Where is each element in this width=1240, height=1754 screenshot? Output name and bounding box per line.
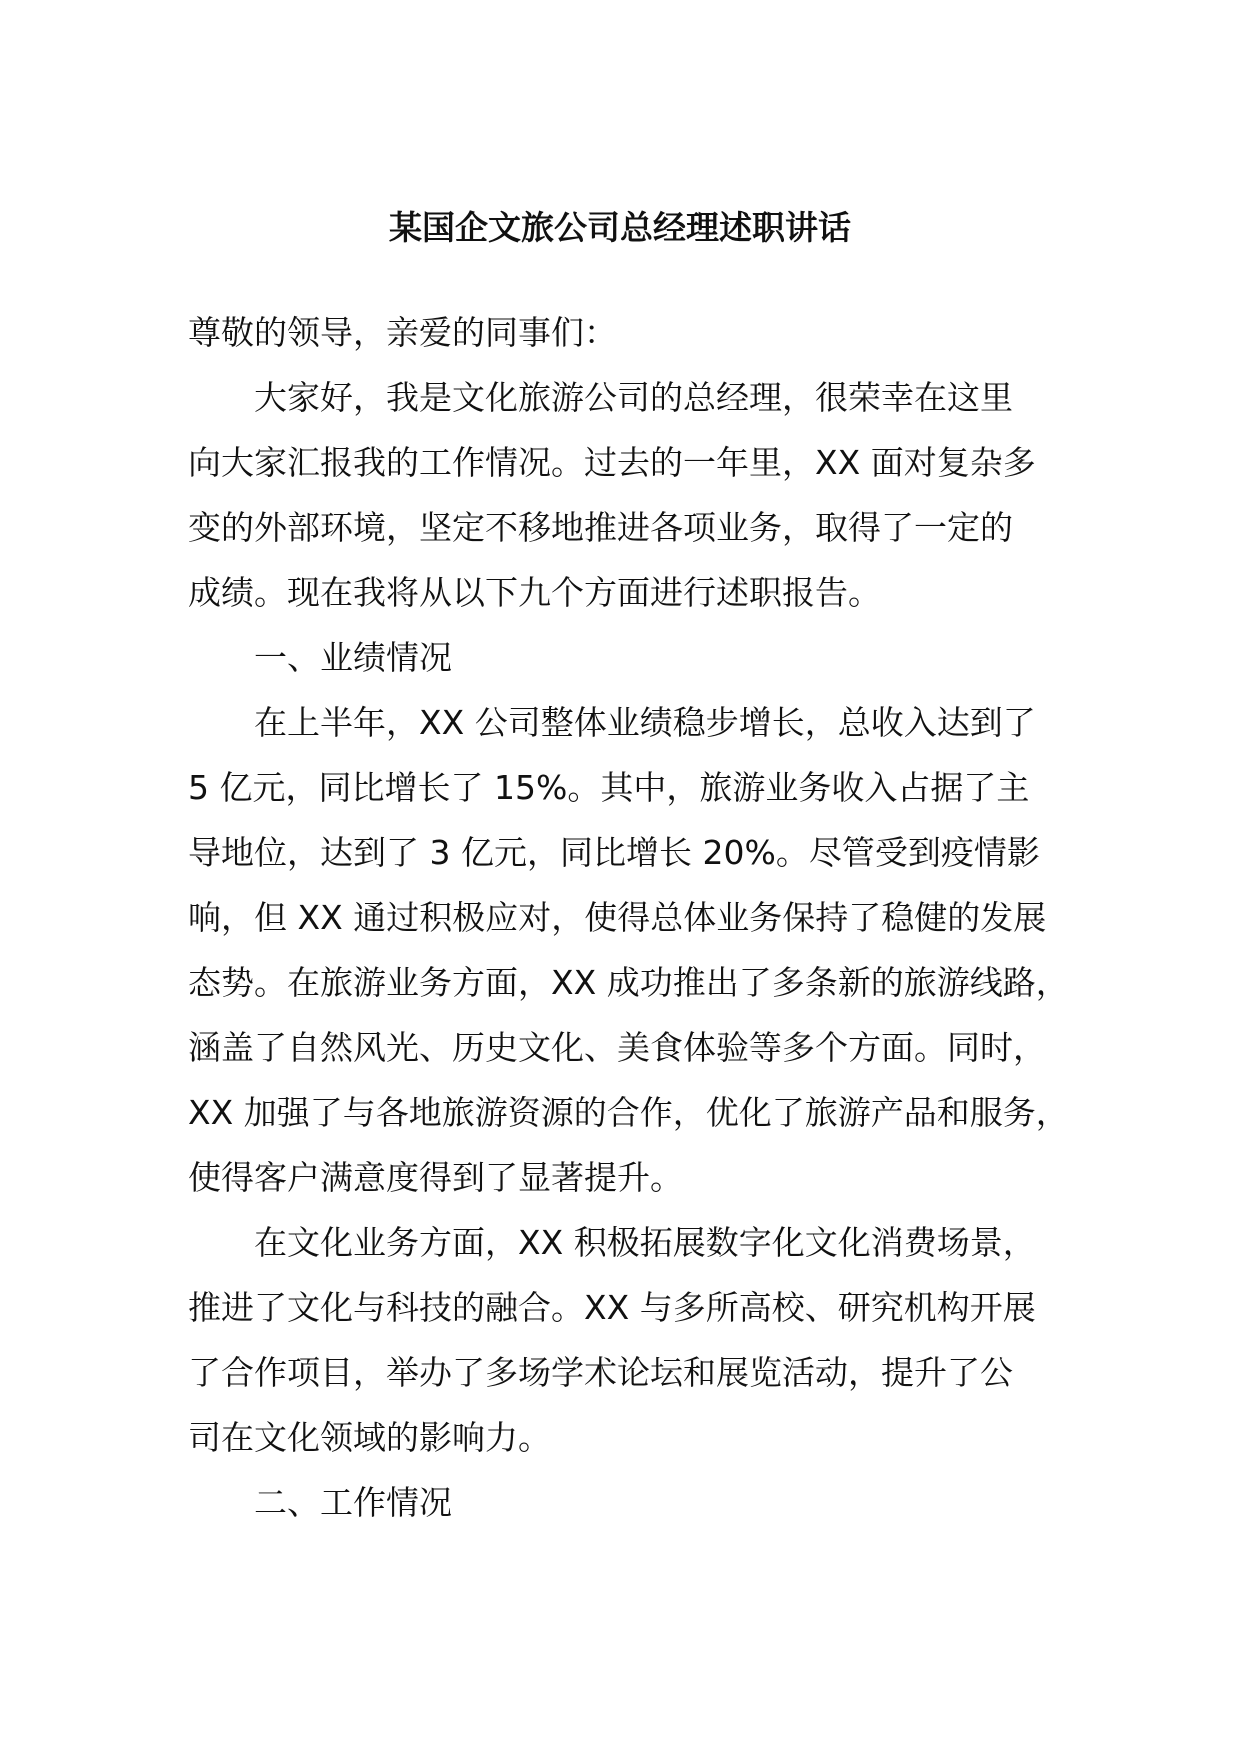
section-heading-work — [188, 1470, 1068, 1535]
paragraph-line: 推进了文化与科技的融合。XX 与多所高校、研究机构开展 — [188, 1288, 1036, 1327]
paragraph-line: 响，但 XX 通过积极应对，使得总体业务保持了稳健的发展 — [188, 898, 1047, 937]
document-title: 某国企文旅公司总经理述职讲话 — [389, 208, 851, 247]
paragraph-line: 5 亿元，同比增长了 15%。其中，旅游业务收入占据了主 — [188, 768, 1030, 807]
paragraph-line: 使得客户满意度得到了显著提升。 — [188, 1158, 683, 1197]
paragraph-line: 导地位，达到了 3 亿元，同比增长 20%。尽管受到疫情影 — [188, 833, 1040, 872]
section-heading: 二、工作情况 — [254, 1483, 452, 1522]
paragraph-culture — [188, 1210, 1068, 1470]
paragraph-line: 在上半年，XX 公司整体业绩稳步增长，总收入达到了 — [254, 703, 1036, 742]
paragraph-line: 变的外部环境，坚定不移地推进各项业务，取得了一定的 — [188, 508, 1013, 547]
paragraph-performance — [188, 690, 1068, 1210]
salutation-line: 尊敬的领导，亲爱的同事们： — [188, 313, 617, 352]
section-heading-performance — [188, 625, 1068, 690]
paragraph-line: 大家好，我是文化旅游公司的总经理，很荣幸在这里 — [254, 378, 1013, 417]
paragraph-line: 涵盖了自然风光、历史文化、美食体验等多个方面。同时， — [188, 1028, 1046, 1067]
paragraph-line: 态势。在旅游业务方面，XX 成功推出了多条新的旅游线路， — [188, 963, 1069, 1002]
salutation — [188, 300, 1068, 365]
paragraph-line: 成绩。现在我将从以下九个方面进行述职报告。 — [188, 573, 881, 612]
paragraph-line: 在文化业务方面，XX 积极拓展数字化文化消费场景， — [254, 1223, 1036, 1262]
section-heading: 一、业绩情况 — [254, 638, 452, 677]
paragraph-line: 了合作项目，举办了多场学术论坛和展览活动，提升了公 — [188, 1353, 1013, 1392]
paragraph-line: 司在文化领域的影响力。 — [188, 1418, 551, 1457]
paragraph-line: XX 加强了与各地旅游资源的合作，优化了旅游产品和服务， — [188, 1093, 1069, 1132]
paragraph-line: 向大家汇报我的工作情况。过去的一年里，XX 面对复杂多 — [188, 443, 1036, 482]
paragraph-intro — [188, 365, 1068, 625]
document-body — [188, 300, 1068, 1535]
